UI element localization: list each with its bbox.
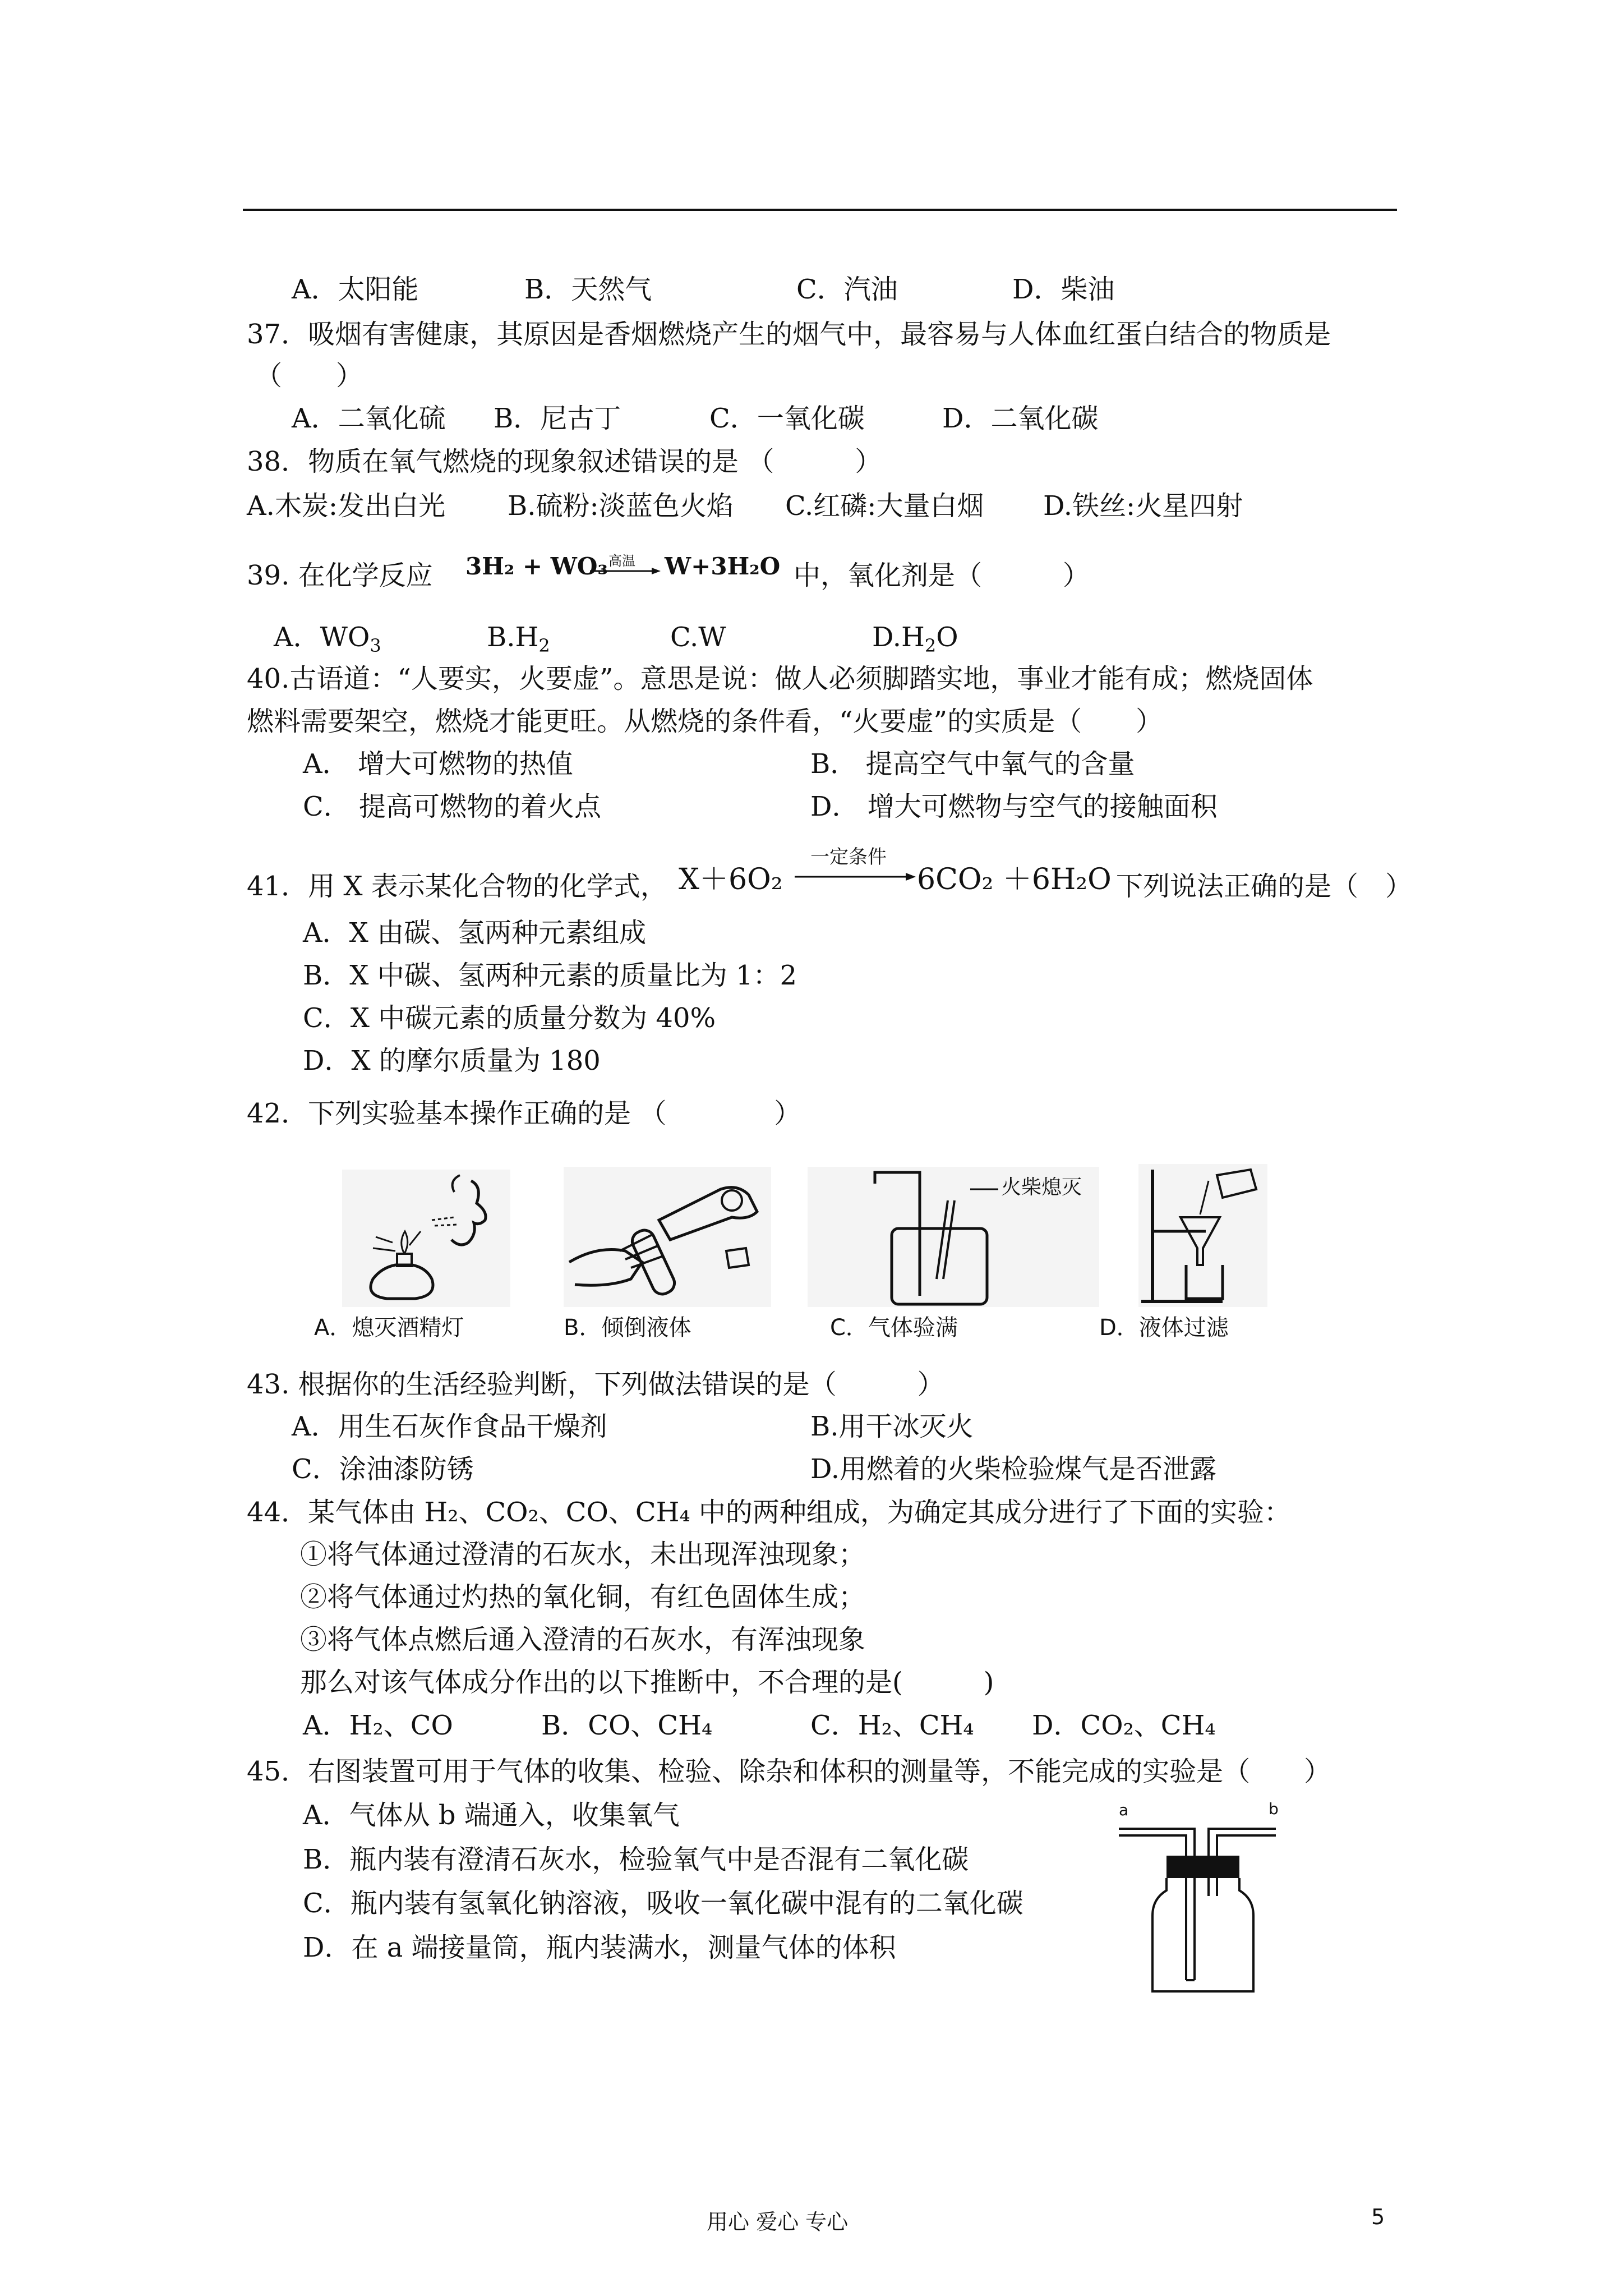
q45-stem: 45．右图装置可用于气体的收集、检验、除杂和体积的测量等，不能完成的实验是（ ） [247, 1756, 1331, 1787]
figure-filtration [1138, 1164, 1267, 1307]
q40-stem-line1: 40.古语道：“人要实，火要虚”。意思是说：做人必须脚踏实地，事业才能有成；燃烧固体 [247, 663, 1313, 694]
q44-question: 那么对该气体成分作出的以下推断中，不合理的是( ) [300, 1667, 994, 1698]
q39-option-c: C.W [670, 622, 726, 653]
q41-tail: 下列说法正确的是（ ） [1116, 871, 1413, 902]
q44-option-c: C．H₂、CH₄ [810, 1710, 974, 1741]
q42-stem: 42．下列实验基本操作正确的是 （ ） [247, 1098, 801, 1129]
q37-option-d: D．二氧化碳 [942, 403, 1099, 434]
q44-step-1: ①将气体通过澄清的石灰水，未出现浑浊现象； [300, 1539, 866, 1570]
q40-option-b: B． 提高空气中氧气的含量 [810, 748, 1135, 780]
q45-figure-label-b: b [1269, 1800, 1279, 1818]
q41-option-a: A．X 由碳、氢两种元素组成 [303, 917, 647, 949]
q43-option-c: C．涂油漆防锈 [292, 1453, 474, 1485]
q44-option-b: B．CO、CH₄ [541, 1710, 713, 1741]
q40-option-a: A． 增大可燃物的热值 [303, 748, 573, 780]
q45-option-b: B．瓶内装有澄清石灰水，检验氧气中是否混有二氧化碳 [303, 1844, 969, 1875]
q39-option-d: $D.H_2O$ [872, 622, 958, 656]
q38-option-d: D.铁丝:火星四射 [1043, 490, 1243, 522]
q44-step-2: ②将气体通过灼热的氧化铜，有红色固体生成； [300, 1581, 866, 1613]
q39-option-a: A．$WO_3$ [274, 622, 381, 656]
figure-pour-liquid [564, 1167, 771, 1307]
q39-equation-right: W+3H₂O [665, 553, 781, 580]
q39-tail: 中，氧化剂是（ ） [794, 560, 1090, 591]
q42-caption-a: A．熄灭酒精灯 [314, 1315, 464, 1341]
q41-equation-left: X＋6O₂ [679, 863, 783, 896]
q42-caption-d: D．液体过滤 [1099, 1315, 1229, 1341]
q41-option-c: C．X 中碳元素的质量分数为 40% [303, 1002, 716, 1034]
header-rule [243, 209, 1397, 211]
q44-option-d: D．CO₂、CH₄ [1032, 1710, 1216, 1741]
q41-stem: 41．用 X 表示某化合物的化学式， [247, 871, 667, 902]
q40-option-d: D． 增大可燃物与空气的接触面积 [810, 791, 1218, 822]
page-number: 5 [1371, 2205, 1385, 2229]
q45-option-c: C．瓶内装有氢氧化钠溶液，吸收一氧化碳中混有的二氧化碳 [303, 1888, 1023, 1919]
q37-paren: （ ） [255, 360, 363, 392]
figure-gas-washing-bottle [1113, 1795, 1281, 1997]
q36-option-c: C．汽油 [796, 274, 898, 305]
q41-equation-right: 6CO₂ ＋6H₂O [917, 863, 1112, 896]
q37-stem: 37．吸烟有害健康，其原因是香烟燃烧产生的烟气中，最容易与人体血红蛋白结合的物质是 [247, 319, 1331, 350]
q39-reaction-arrow [589, 565, 662, 577]
q41-reaction-arrow [794, 871, 917, 883]
q45-option-d: D．在 a 端接量筒，瓶内装满水，测量气体的体积 [303, 1932, 896, 1963]
q38-stem: 38．物质在氧气燃烧的现象叙述错误的是 （ ） [247, 446, 882, 477]
q43-stem: 43. 根据你的生活经验判断，下列做法错误的是（ ） [247, 1369, 944, 1400]
q36-option-a: A．太阳能 [292, 274, 419, 305]
q37-option-a: A．二氧化硫 [292, 403, 446, 434]
q42-caption-b: B．倾倒液体 [564, 1315, 691, 1341]
q45-figure-label-a: a [1119, 1801, 1129, 1819]
footer-motto: 用心 爱心 专心 [707, 2210, 849, 2234]
q38-option-b: B.硫粉:淡蓝色火焰 [508, 490, 734, 522]
q44-option-a: A．H₂、CO [303, 1710, 453, 1741]
q42-caption-c: C．气体验满 [830, 1315, 958, 1341]
q44-stem: 44．某气体由 H₂、CO₂、CO、CH₄ 中的两种组成，为确定其成分进行了下面的实验： [247, 1497, 1291, 1528]
q41-equation-condition: 一定条件 [810, 846, 887, 868]
q40-stem-line2: 燃料需要架空，燃烧才能更旺。从燃烧的条件看，“火要虚”的实质是（ ） [247, 706, 1163, 737]
q42-figure-c-label: 火柴熄灭 [1001, 1176, 1082, 1199]
q36-option-b: B．天然气 [524, 274, 652, 305]
q45-option-a: A．气体从 b 端通入，收集氧气 [303, 1800, 680, 1831]
q41-option-b: B．X 中碳、氢两种元素的质量比为 1：2 [303, 960, 797, 991]
q39-equation-left: 3H₂ + WO₃ [465, 553, 608, 580]
figure-extinguish-alcohol-lamp [342, 1170, 510, 1307]
q38-option-a: A.木炭:发出白光 [247, 490, 446, 522]
q37-option-b: B．尼古丁 [494, 403, 621, 434]
q43-option-d: D.用燃着的火柴检验煤气是否泄露 [810, 1453, 1217, 1485]
q41-option-d: D．X 的摩尔质量为 180 [303, 1045, 601, 1076]
q37-option-c: C．一氧化碳 [709, 403, 865, 434]
q43-option-a: A．用生石灰作食品干燥剂 [292, 1411, 607, 1442]
q40-option-c: C． 提高可燃物的着火点 [303, 791, 601, 822]
q39-option-b: $B.H_2$ [487, 622, 550, 656]
q36-option-d: D．柴油 [1012, 274, 1115, 305]
q38-option-c: C.红磷:大量白烟 [785, 490, 984, 522]
q39-stem: 39. 在化学反应 [247, 560, 433, 591]
q44-step-3: ③将气体点燃后通入澄清的石灰水，有浑浊现象 [300, 1624, 866, 1655]
q43-option-b: B.用干冰灭火 [810, 1411, 974, 1442]
q39-equation-condition: 高温 [608, 553, 635, 569]
